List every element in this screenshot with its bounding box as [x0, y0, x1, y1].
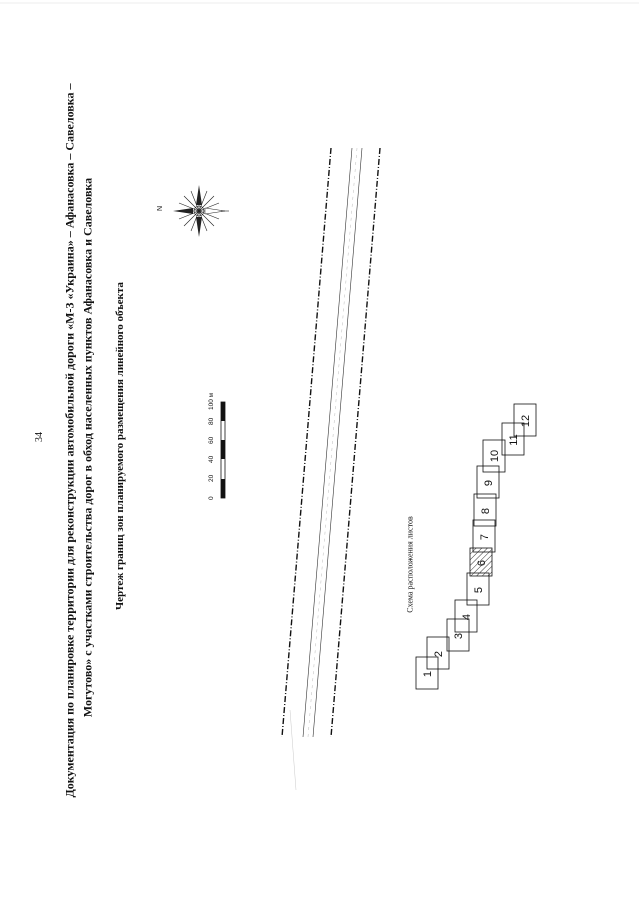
scale-bar: [208, 392, 225, 500]
page-number: 34: [34, 432, 45, 442]
drawing-subtitle: Чертеж границ зон планируемого размещения линейного объекта: [114, 282, 126, 610]
document-title-line1: Документация по планировке территории для реконструкции автомобильной дороги «М-3 «Украина» – Афанасовка – Савеловка –: [62, 83, 77, 798]
sheet-scheme: [416, 404, 536, 689]
scale-tick-100: 100 м: [208, 392, 215, 410]
scale-tick-40: 40: [208, 455, 215, 463]
scale-tick-60: 60: [208, 436, 215, 444]
sheet-7: [473, 520, 495, 552]
sheet-3-label: 3: [453, 632, 465, 640]
side-road-line: [290, 710, 296, 790]
road-corridor: [282, 148, 380, 790]
document-title-line2: Могутово» с участками строительства дорог в обход населенных пунктов Афанасовка и Савеловка: [80, 177, 95, 718]
sheet-6-label: 6: [476, 559, 488, 567]
sheet-9-label: 9: [483, 479, 495, 487]
sheet-7-label: 7: [479, 533, 491, 541]
sheet-8: [474, 494, 496, 526]
sheet-12: [514, 404, 536, 436]
corridor-boundary-left: [282, 148, 331, 737]
corridor-boundary-right: [331, 148, 380, 737]
sheet-11-label: 11: [508, 434, 520, 446]
scale-tick-20: 20: [208, 474, 215, 482]
compass-rose: [157, 185, 229, 237]
road-edge-left: [303, 148, 352, 737]
scale-tick-80: 80: [208, 417, 215, 425]
sheet-4-label: 4: [461, 613, 473, 621]
sheet-9: [477, 466, 499, 498]
sheet-2-label: 2: [433, 650, 445, 658]
sheet-8-label: 8: [480, 507, 492, 515]
sheet-12-label: 12: [520, 414, 532, 428]
sheet-1-label: 1: [422, 670, 434, 678]
sheet-10-label: 10: [489, 449, 501, 463]
compass-north-label: N: [157, 205, 164, 211]
road-edge-right: [313, 148, 362, 737]
scale-tick-0: 0: [208, 496, 215, 500]
road-centerline: [308, 148, 357, 737]
sheet-scheme-label: Схема расположения листов: [405, 516, 415, 613]
sheet-3: [447, 619, 469, 651]
sheet-5-label: 5: [473, 586, 485, 594]
